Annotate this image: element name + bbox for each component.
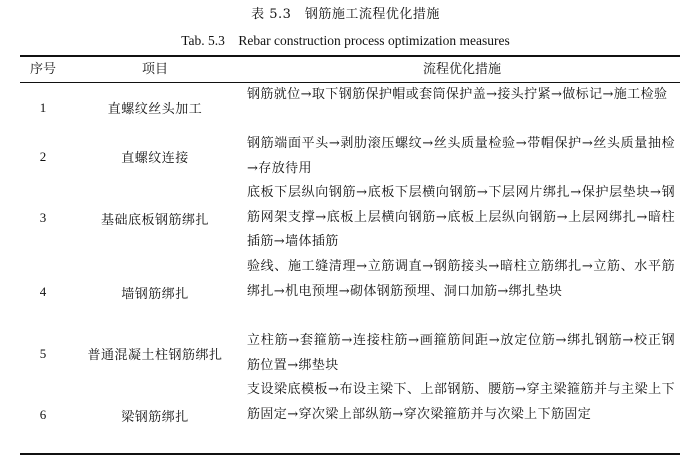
row-steps: 钢筋端面平头→剥肋滚压螺纹→丝头质量检验→带帽保护→丝头质量抽检→存放待用 bbox=[247, 136, 675, 176]
header-steps: 流程优化措施 bbox=[422, 62, 501, 77]
row-item: 基础底板钢筋绑扎 bbox=[100, 212, 209, 228]
table-row bbox=[20, 132, 680, 181]
row-item: 直螺纹丝头加工 bbox=[107, 102, 203, 117]
table-top-rule bbox=[20, 55, 680, 57]
row-no: 4 bbox=[39, 284, 47, 299]
row-steps: 立柱筋→套箍筋→连接柱筋→画箍筋间距→放定位筋→绑扎钢筋→校正钢筋位置→绑垫块 bbox=[247, 333, 675, 373]
table-row bbox=[20, 83, 680, 132]
row-no: 3 bbox=[39, 210, 47, 225]
row-item: 直螺纹连接 bbox=[121, 151, 189, 166]
row-no: 5 bbox=[39, 345, 47, 361]
row-no: 1 bbox=[39, 99, 47, 115]
row-steps: 底板下层纵向钢筋→底板下层横向钢筋→下层网片绑扎→保护层垫块→钢筋网架支撑→底板上层横向钢筋→底板上层纵向钢筋→上层网绑扎→暗柱插筋→墙体插筋 bbox=[247, 185, 675, 249]
row-steps: 钢筋就位→取下钢筋保护帽或套筒保护盖→接头拧紧→做标记→施工检验 bbox=[247, 87, 668, 102]
header-item: 项目 bbox=[141, 62, 168, 77]
header-no: 序号 bbox=[29, 62, 56, 77]
row-no: 2 bbox=[39, 148, 47, 164]
row-item: 普通混凝土柱钢筋绑扎 bbox=[87, 348, 223, 363]
row-steps: 支设梁底模板→布设主梁下、上部钢筋、腰筋→穿主梁箍筋并与主梁上下筋固定→穿次梁上部纵筋→穿次梁箍筋并与次梁上下筋固定 bbox=[247, 382, 675, 422]
row-no: 6 bbox=[39, 407, 47, 422]
row-item: 梁钢筋绑扎 bbox=[121, 409, 189, 425]
table-row bbox=[20, 181, 680, 255]
row-item: 墙钢筋绑扎 bbox=[121, 286, 189, 302]
table-row bbox=[20, 329, 680, 378]
table-caption-en: Tab. 5.3 Rebar construction process optimization measures bbox=[181, 33, 510, 48]
row-steps: 验线、施工缝清理→立筋调直→钢筋接头→暗柱立筋绑扎→立筋、水平筋绑扎→机电预埋→砌体钢筋预埋、洞口加筋→绑扎垫块 bbox=[247, 259, 675, 299]
table-row bbox=[20, 255, 680, 329]
table-caption-cn: 表 5.3 钢筋施工流程优化措施 bbox=[251, 7, 440, 22]
table-row bbox=[20, 378, 680, 452]
table-bottom-rule bbox=[20, 453, 680, 455]
